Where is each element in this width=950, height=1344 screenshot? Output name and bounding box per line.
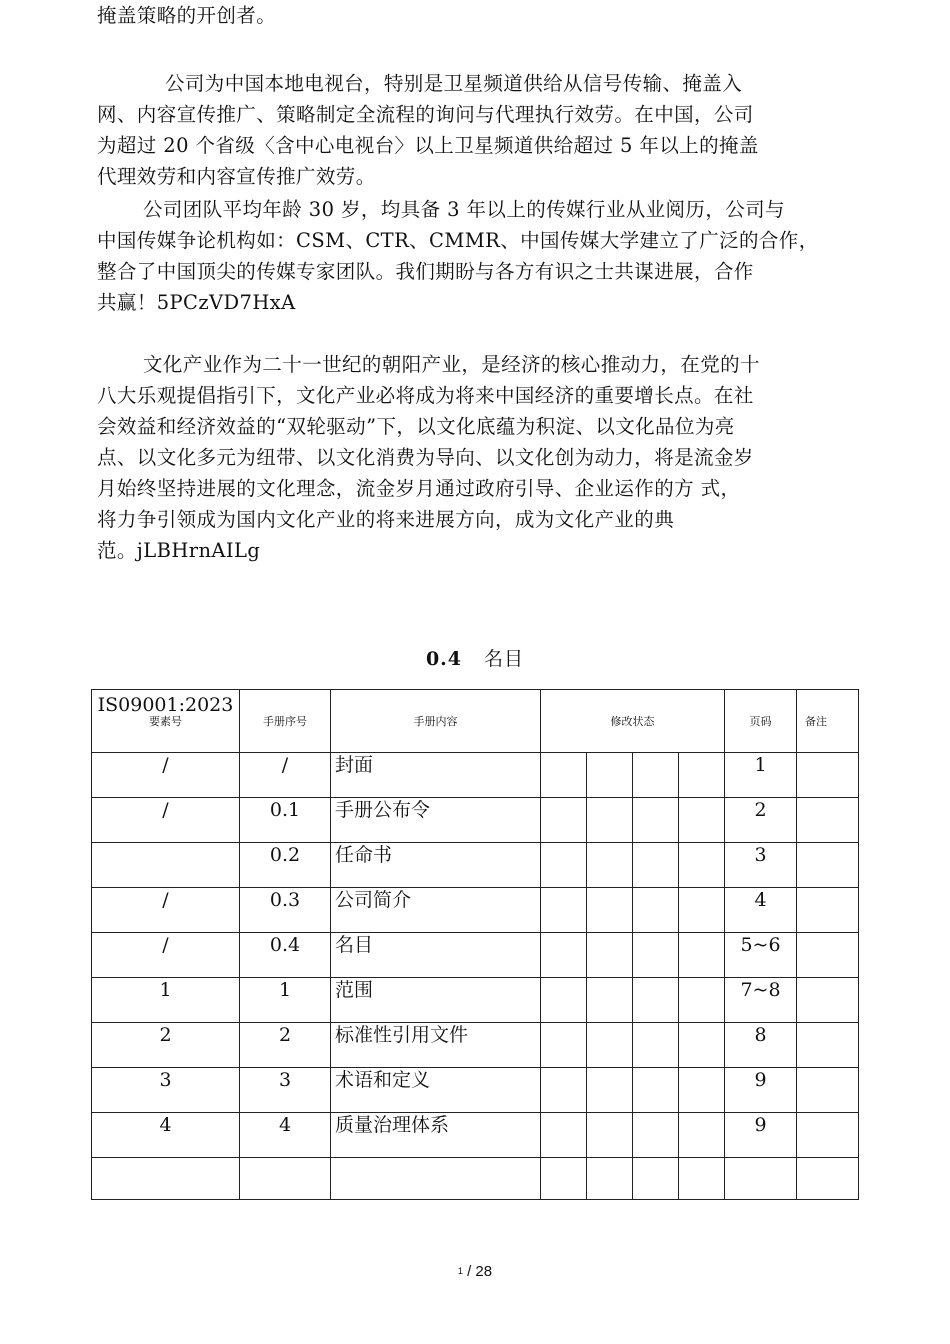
cell-content: 封面 — [331, 753, 541, 798]
cell-revision — [587, 843, 633, 888]
header-manual-no: 手册序号 — [240, 690, 331, 753]
cell-revision — [587, 1113, 633, 1158]
text-line: 公司团队平均年龄 30 岁，均具备 3 年以上的传媒行业从业阅历，公司与 — [143, 198, 785, 221]
header-remark: 备注 — [797, 690, 859, 753]
cell-revision — [679, 1158, 725, 1200]
text-line: 范。jLBHrnAILg — [97, 539, 261, 562]
cell-iso: / — [92, 753, 240, 798]
cell-iso — [92, 843, 240, 888]
cell-remark — [797, 1113, 859, 1158]
cell-revision — [633, 798, 679, 843]
cell-manual-no: 4 — [240, 1113, 331, 1158]
cell-iso: 3 — [92, 1068, 240, 1113]
page-current: 1 — [457, 1266, 463, 1276]
cell-content — [331, 1158, 541, 1200]
cell-content: 标准性引用文件 — [331, 1023, 541, 1068]
cell-revision — [587, 933, 633, 978]
cell-revision — [541, 1068, 587, 1113]
text-line: 中国传媒争论机构如：CSM、CTR、CMMR、中国传媒大学建立了广泛的合作， — [97, 229, 819, 252]
cell-page: 9 — [725, 1113, 797, 1158]
cell-remark — [797, 1023, 859, 1068]
cell-page: 7~8 — [725, 978, 797, 1023]
section-title: 名目 — [484, 648, 525, 670]
cell-remark — [797, 753, 859, 798]
cell-iso: / — [92, 888, 240, 933]
cell-page: 8 — [725, 1023, 797, 1068]
cell-revision — [587, 1023, 633, 1068]
cell-manual-no — [240, 1158, 331, 1200]
table-row — [92, 753, 859, 798]
table-row — [92, 1068, 859, 1113]
table-row — [92, 888, 859, 933]
text-line: 月始终坚持进展的文化理念，流金岁月通过政府引导、企业运作的方 式， — [97, 477, 741, 500]
cell-remark — [797, 888, 859, 933]
cell-page — [725, 1158, 797, 1200]
table-header-row — [92, 690, 859, 753]
text-line: 共赢！5PCzVD7HxA — [97, 291, 296, 314]
cell-revision — [679, 1068, 725, 1113]
cell-iso: 1 — [92, 978, 240, 1023]
cell-revision — [541, 1113, 587, 1158]
cell-revision — [541, 978, 587, 1023]
cell-revision — [679, 978, 725, 1023]
text-line: 会效益和经济效益的“双轮驱动”下，以文化底蕴为积淀、以文化品位为亮 — [97, 415, 735, 438]
text-line: 为超过 20 个省级〈含中心电视台〉以上卫星频道供给超过 5 年以上的掩盖 — [97, 134, 759, 157]
cell-revision — [633, 933, 679, 978]
cell-revision — [587, 753, 633, 798]
page-separator: / — [467, 1263, 472, 1280]
cell-content: 公司简介 — [331, 888, 541, 933]
cell-revision — [633, 1113, 679, 1158]
cell-content: 任命书 — [331, 843, 541, 888]
cell-revision — [679, 798, 725, 843]
text-line: 整合了中国顶尖的传媒专家团队。我们期盼与各方有识之士共谋进展，合作 — [97, 260, 754, 283]
cell-revision — [633, 1023, 679, 1068]
cell-page: 5~6 — [725, 933, 797, 978]
cell-revision — [679, 843, 725, 888]
cell-revision — [587, 1158, 633, 1200]
paragraph-culture-industry — [97, 349, 760, 566]
cell-revision — [541, 798, 587, 843]
header-iso — [92, 690, 240, 753]
table-row — [92, 798, 859, 843]
cell-revision — [633, 753, 679, 798]
paragraph-intro-tail — [97, 0, 276, 31]
header-page: 页码 — [725, 690, 797, 753]
table-row — [92, 978, 859, 1023]
section-heading — [0, 644, 950, 671]
cell-remark — [797, 843, 859, 888]
table-row — [92, 1158, 859, 1200]
cell-page: 1 — [725, 753, 797, 798]
cell-revision — [587, 888, 633, 933]
cell-revision — [541, 933, 587, 978]
cell-content: 质量治理体系 — [331, 1113, 541, 1158]
cell-remark — [797, 798, 859, 843]
cell-revision — [587, 978, 633, 1023]
cell-revision — [633, 888, 679, 933]
cell-remark — [797, 1158, 859, 1200]
cell-revision — [633, 978, 679, 1023]
cell-revision — [541, 888, 587, 933]
text-line: 文化产业作为二十一世纪的朝阳产业，是经济的核心推动力，在党的十 — [143, 353, 760, 376]
cell-revision — [633, 843, 679, 888]
cell-manual-no: 0.2 — [240, 843, 331, 888]
text-line: 公司为中国本地电视台，特别是卫星频道供给从信号传输、掩盖入 — [165, 72, 743, 95]
cell-revision — [541, 753, 587, 798]
text-line: 八大乐观提倡指引下，文化产业必将成为将来中国经济的重要增长点。在社 — [97, 384, 754, 407]
cell-revision — [633, 1068, 679, 1113]
cell-manual-no: 0.1 — [240, 798, 331, 843]
cell-iso: / — [92, 798, 240, 843]
page-total: 28 — [475, 1263, 493, 1280]
cell-revision — [541, 1023, 587, 1068]
table-row — [92, 1023, 859, 1068]
cell-revision — [679, 1023, 725, 1068]
cell-content: 手册公布令 — [331, 798, 541, 843]
cell-revision — [679, 933, 725, 978]
cell-manual-no: 0.3 — [240, 888, 331, 933]
table-row — [92, 1113, 859, 1158]
text-line: 点、以文化多元为纽带、以文化消费为导向、以文化创为动力，将是流金岁 — [97, 446, 754, 469]
cell-remark — [797, 1068, 859, 1113]
cell-remark — [797, 978, 859, 1023]
cell-revision — [679, 888, 725, 933]
paragraph-company-team — [97, 194, 819, 318]
section-number: 0.4 — [425, 648, 463, 670]
cell-manual-no: 2 — [240, 1023, 331, 1068]
cell-revision — [679, 1113, 725, 1158]
header-content: 手册内容 — [331, 690, 541, 753]
cell-page: 4 — [725, 888, 797, 933]
cell-iso — [92, 1158, 240, 1200]
cell-revision — [541, 843, 587, 888]
text-line: 代理效劳和内容宣传推广效劳。 — [97, 165, 376, 188]
cell-revision — [679, 753, 725, 798]
cell-iso: 2 — [92, 1023, 240, 1068]
cell-content: 范围 — [331, 978, 541, 1023]
cell-manual-no: 1 — [240, 978, 331, 1023]
cell-revision — [541, 1158, 587, 1200]
table-row — [92, 933, 859, 978]
cell-page: 2 — [725, 798, 797, 843]
cell-manual-no: 0.4 — [240, 933, 331, 978]
cell-revision — [633, 1158, 679, 1200]
header-revision: 修改状态 — [541, 690, 725, 753]
text-line: 将力争引领成为国内文化产业的将来进展方向，成为文化产业的典 — [97, 508, 675, 531]
header-iso-label: IS09001:2023 — [97, 694, 234, 716]
table-row — [92, 843, 859, 888]
cell-manual-no: 3 — [240, 1068, 331, 1113]
cell-page: 9 — [725, 1068, 797, 1113]
paragraph-company-services — [97, 68, 759, 192]
cell-iso: 4 — [92, 1113, 240, 1158]
cell-content: 名目 — [331, 933, 541, 978]
text-line: 网、内容宣传推广、策略制定全流程的询问与代理执行效劳。在中国，公司 — [97, 103, 754, 126]
cell-revision — [587, 798, 633, 843]
cell-content: 术语和定义 — [331, 1068, 541, 1113]
toc-table — [91, 689, 859, 1200]
header-iso-sub: 要素号 — [149, 715, 182, 728]
cell-page: 3 — [725, 843, 797, 888]
cell-manual-no: / — [240, 753, 331, 798]
cell-remark — [797, 933, 859, 978]
cell-revision — [587, 1068, 633, 1113]
page-footer — [0, 1263, 950, 1280]
cell-iso: / — [92, 933, 240, 978]
text-line: 掩盖策略的开创者。 — [97, 4, 277, 27]
